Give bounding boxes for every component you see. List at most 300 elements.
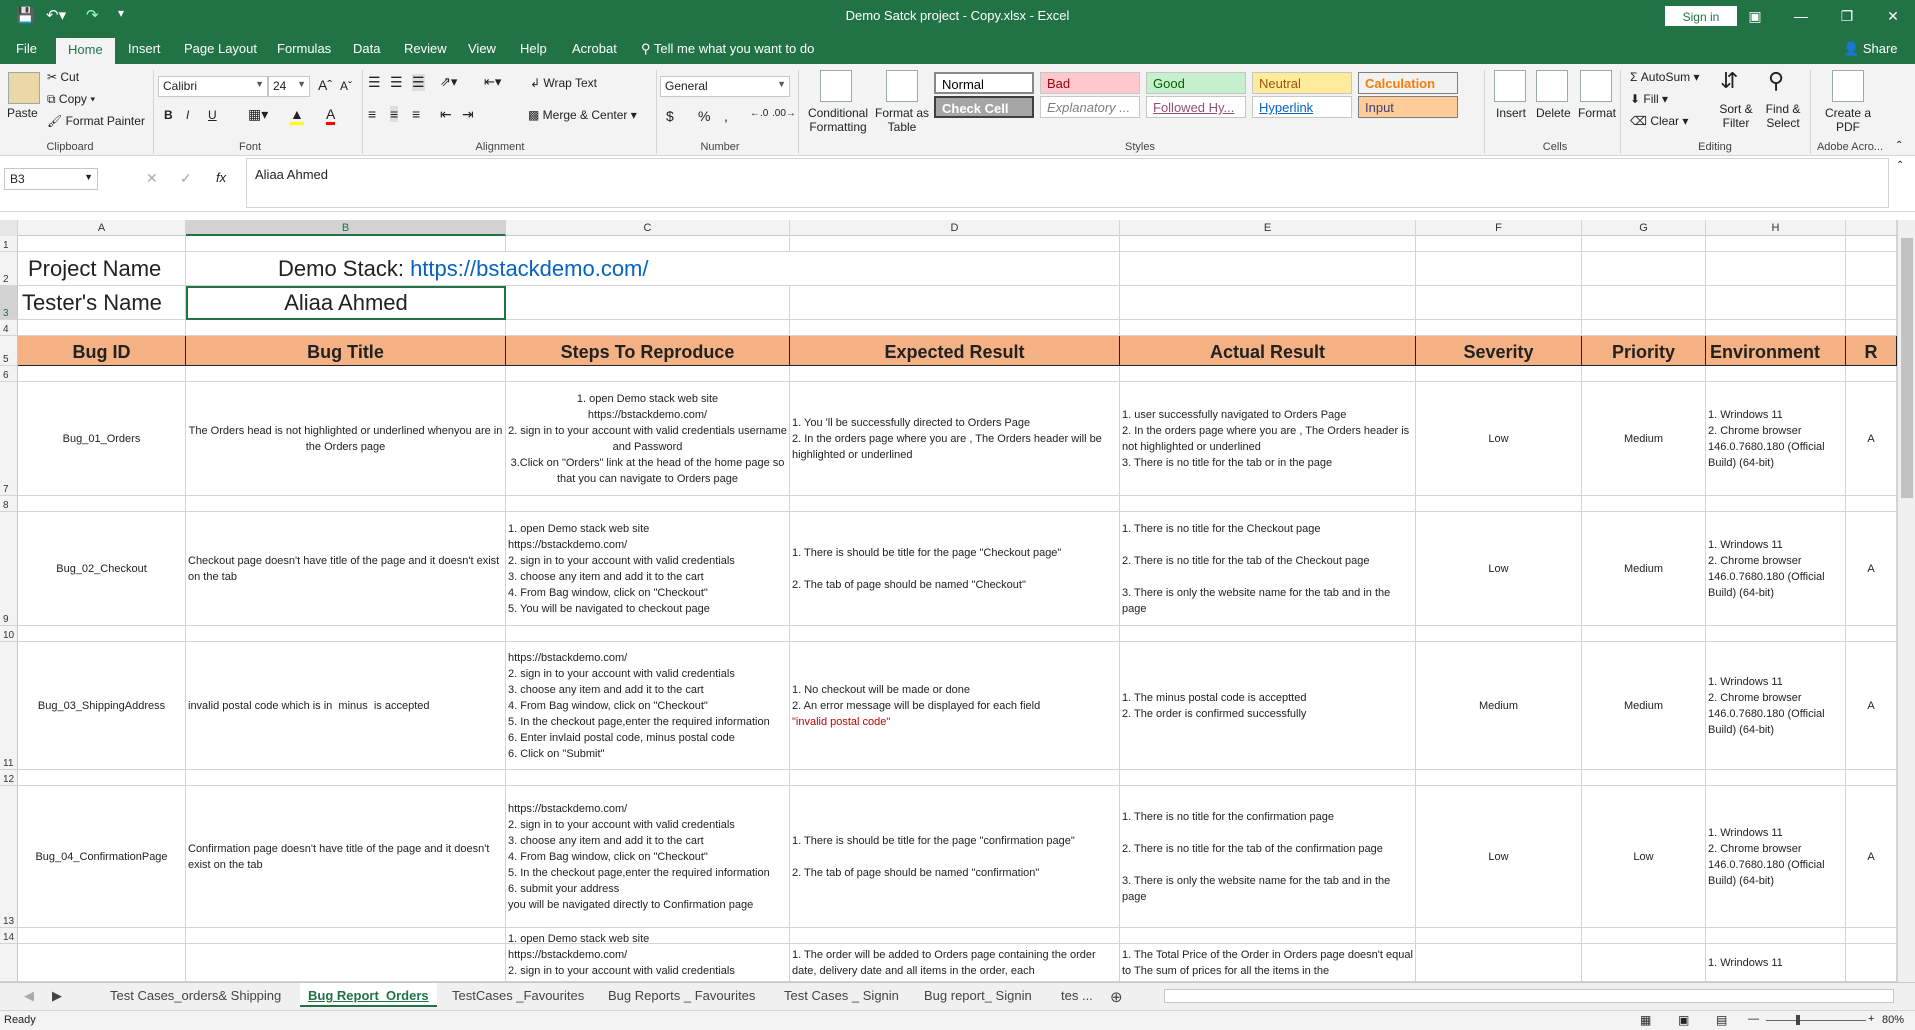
expected-cell[interactable] [790,382,1120,496]
actual-cell[interactable] [1120,382,1416,496]
header-bug-title[interactable]: Bug Title [186,336,506,366]
comma-button[interactable]: , [724,108,728,124]
copy-label: Copy [58,92,87,106]
bug-title-text: Confirmation page doesn't have title of the page and it doesn't exist on the tab [188,842,493,871]
cell[interactable] [1416,366,1582,382]
bug-title-cell[interactable] [186,786,506,928]
cell[interactable] [1416,286,1582,320]
priority-cell[interactable] [1582,786,1706,928]
tell-me-search[interactable] [641,41,814,57]
bug-title-cell[interactable] [186,512,506,626]
cell[interactable] [186,770,506,786]
cell[interactable] [790,366,1120,382]
cell[interactable] [18,320,186,336]
format-painter-button[interactable] [47,114,145,128]
cell[interactable] [790,320,1120,336]
column-header-f[interactable]: F [1416,220,1582,236]
cell[interactable] [1416,496,1582,512]
cell[interactable] [18,366,186,382]
number-group-label: Number [700,141,740,153]
row-header[interactable]: 11 [0,642,18,770]
sheet-tab[interactable]: tes ... [1061,988,1093,1003]
r-cell[interactable] [1846,944,1897,982]
cell[interactable] [1846,320,1897,336]
row-header[interactable]: 2 [0,252,18,286]
format-painter-label: Format Painter [65,114,145,128]
cell-style-hyperlink[interactable]: Hyperlink [1252,96,1352,118]
cell[interactable] [790,252,1120,286]
column-header-g[interactable]: G [1582,220,1706,236]
actual-cell[interactable] [1120,786,1416,928]
merge-center-button[interactable]: ▩ Merge & Center ▾ [528,108,637,122]
clear-button[interactable]: ⌫ Clear ▾ [1630,114,1689,128]
cell-style-explanatory[interactable]: Explanatory ... [1040,96,1140,118]
collapse-ribbon-icon[interactable]: ⌃ [1895,140,1904,151]
cell[interactable] [1416,236,1582,252]
environment-text: 1. Wrindows 11 2. Chrome browser 146.0.7680.180 (Official Build) (64-bit) [1708,408,1825,469]
zoom-level[interactable]: 80% [1882,1014,1905,1026]
page-layout-view-icon[interactable]: ▣ [1678,1013,1690,1027]
r-cell[interactable] [1846,786,1897,928]
cell[interactable] [186,928,506,944]
cell-style-normal[interactable]: Normal [934,72,1034,94]
header-actual[interactable]: Actual Result [1120,336,1416,366]
cell[interactable] [506,286,790,320]
steps-text: 1. open Demo stack web site https://bstackdemo.com/ 2. sign in to your account with valid credentials username and Password 3.Click on "Orders" link at the head of the home page so that you can navigate to Orders page [508,392,787,485]
r-cell[interactable] [1846,382,1897,496]
delete-cells-button[interactable]: Delete [1536,106,1571,120]
cancel-icon[interactable]: ✕ [146,170,158,186]
autosum-button[interactable]: Σ AutoSum ▾ [1630,70,1700,84]
decrease-indent-icon[interactable]: ⇤ [440,106,452,122]
cell[interactable] [18,928,186,944]
find-select-button[interactable]: Find & Select [1765,102,1801,130]
number-format-combo[interactable] [660,76,790,97]
indent-icon[interactable]: ⇤▾ [484,74,502,89]
percent-button[interactable]: % [698,108,711,124]
project-name-value: Demo Stack: [278,255,404,281]
cell-style-bad[interactable]: Bad [1040,72,1140,94]
vertical-scrollbar[interactable] [1897,220,1915,982]
actual-cell[interactable] [1120,944,1416,982]
cell-style-followed-hy[interactable]: Followed Hy... [1146,96,1246,118]
cell[interactable] [1846,236,1897,252]
sheet-tab[interactable]: TestCases _Favourites [452,988,585,1003]
shrink-font-icon[interactable]: Aˇ [340,79,352,93]
cells-group-label: Cells [1542,141,1568,153]
header-severity[interactable]: Severity [1416,336,1582,366]
chevron-down-icon: ▼ [255,79,264,89]
bug-id-cell[interactable] [18,382,186,496]
conditional-formatting-button[interactable]: Conditional Formatting [807,106,869,134]
cell[interactable] [186,366,506,382]
cut-button[interactable] [47,70,79,84]
tab-help[interactable]: Help [520,41,547,56]
cell[interactable] [1706,928,1846,944]
cell[interactable] [1846,252,1897,286]
severity-cell[interactable] [1416,944,1582,982]
wrap-text-button[interactable] [530,76,597,90]
enter-icon[interactable]: ✓ [180,170,192,186]
select-all-corner[interactable] [0,220,18,236]
bold-button[interactable]: B [164,108,173,122]
tab-formulas[interactable]: Formulas [277,41,332,56]
italic-button[interactable]: I [186,108,190,122]
cell[interactable] [186,236,506,252]
tab-file[interactable]: File [16,41,37,56]
sheet-tabs-bar [0,982,1915,1010]
header-bug-id[interactable]: Bug ID [18,336,186,366]
column-header-i[interactable] [1846,220,1897,236]
cell[interactable] [790,928,1120,944]
cell[interactable] [790,626,1120,642]
decrease-decimal-icon[interactable]: .00→ [772,108,796,119]
sheet-tab-active[interactable]: Bug Report_Orders [300,983,437,1007]
project-link[interactable]: https://bstackdemo.com/ [410,255,649,281]
create-pdf-button[interactable]: Create a PDF [1824,106,1872,134]
cell[interactable] [1846,928,1897,944]
cell[interactable] [1120,928,1416,944]
cell[interactable] [1582,236,1706,252]
horizontal-scrollbar[interactable] [1164,989,1894,1003]
name-box-value: B3 [10,172,25,186]
align-top-icon[interactable]: ☰ [368,74,381,90]
steps-cell[interactable] [506,382,790,496]
header-r[interactable]: R [1846,336,1897,366]
cell-style-input[interactable]: Input [1358,96,1458,118]
table-row [18,512,1897,626]
cell-style-neutral[interactable]: Neutral [1252,72,1352,94]
bug-id-cell[interactable] [18,944,186,982]
cell[interactable] [1120,286,1416,320]
expected-cell[interactable] [790,642,1120,770]
cell[interactable] [1120,320,1416,336]
severity-cell[interactable] [1416,382,1582,496]
maximize-button[interactable]: ❐ [1840,8,1854,24]
cell[interactable] [1706,320,1846,336]
environment-cell[interactable] [1706,944,1846,982]
cell[interactable] [1582,626,1706,642]
row-header[interactable]: 14 [0,928,18,944]
steps-cell[interactable] [506,512,790,626]
cell[interactable] [506,496,790,512]
environment-cell[interactable] [1706,786,1846,928]
increase-decimal-icon[interactable]: ←.0 [750,108,769,119]
cell[interactable] [1582,928,1706,944]
row-header[interactable]: 7 [0,382,18,496]
orientation-icon[interactable]: ⇗▾ [440,74,458,89]
cell[interactable] [1416,320,1582,336]
cell[interactable] [1416,252,1582,286]
align-left-icon[interactable]: ≡ [368,106,377,122]
priority-text: Low [1633,850,1654,863]
zoom-slider[interactable] [1766,1020,1866,1021]
row-header[interactable]: 10 [0,626,18,642]
cell[interactable] [1416,770,1582,786]
priority-cell[interactable] [1582,512,1706,626]
normal-view-icon[interactable]: ▦ [1640,1013,1652,1027]
font-name-combo[interactable] [158,76,268,97]
cell[interactable] [1706,496,1846,512]
cell[interactable] [1582,252,1706,286]
customize-toolbar-icon[interactable]: ▾ [118,6,125,20]
formula-bar [0,156,1915,212]
cell[interactable] [1846,496,1897,512]
font-size-combo[interactable] [268,76,310,97]
row-header[interactable]: 13 [0,786,18,928]
cell[interactable] [1120,496,1416,512]
cell-style-calculation[interactable]: Calculation [1358,72,1458,94]
project-row [18,252,1897,286]
cell[interactable] [1416,626,1582,642]
paste-icon[interactable] [8,72,40,104]
share-button[interactable] [1843,41,1898,57]
bug-id-cell[interactable] [18,512,186,626]
merge-center-label: Merge & Center [542,108,628,122]
header-steps[interactable]: Steps To Reproduce [506,336,790,366]
cell[interactable] [1846,770,1897,786]
minimize-button[interactable]: — [1794,8,1808,24]
row-header[interactable]: 3 [0,286,18,320]
column-header-c[interactable]: C [506,220,790,236]
row-header[interactable]: 1 [0,236,18,252]
actual-text: 1. There is no title for the Checkout page 2. There is no title for the tab of the Checkout page 3. There is only the website name for the tab and in the page [1122,522,1391,615]
underline-button[interactable]: U [208,108,217,122]
cell[interactable] [1706,770,1846,786]
sheet-row [18,626,1897,642]
expected-cell[interactable] [790,512,1120,626]
align-middle-icon[interactable]: ☰ [390,74,403,90]
severity-cell[interactable] [1416,642,1582,770]
cell[interactable] [1120,252,1416,286]
row-header[interactable]: 4 [0,320,18,336]
group-divider [656,70,657,154]
sheet-tab[interactable]: Bug Reports _ Favourites [608,988,756,1003]
worksheet-grid[interactable] [0,220,1915,982]
cell[interactable] [506,366,790,382]
zoom-out-icon[interactable]: — [1748,1013,1759,1025]
column-header-a[interactable]: A [18,220,186,236]
tab-acrobat[interactable]: Acrobat [572,41,617,56]
format-as-table-button[interactable]: Format as Table [874,106,929,134]
group-divider [1620,70,1621,154]
fill-color-icon[interactable]: ▲ [290,106,304,125]
steps-cell[interactable] [506,642,790,770]
tab-data[interactable]: Data [353,41,381,56]
insert-cells-button[interactable]: Insert [1496,106,1527,120]
cell[interactable] [790,236,1120,252]
actual-cell[interactable] [1120,512,1416,626]
font-group-label: Font [238,141,261,153]
priority-cell[interactable] [1582,642,1706,770]
column-header-e[interactable]: E [1120,220,1416,236]
close-button[interactable]: ✕ [1887,8,1899,24]
cell[interactable] [506,320,790,336]
cell[interactable] [1582,320,1706,336]
title-bar [0,0,1915,34]
paste-button[interactable]: Paste [7,106,38,120]
insert-function-button[interactable]: fx [216,170,227,185]
alignment-group-label: Alignment [475,141,525,153]
bug-title-text: Checkout page doesn't have title of the page and it doesn't exist on the tab [188,554,503,583]
header-environment[interactable]: Environment [1706,336,1846,366]
wrap-text-icon: ↲ [530,76,544,90]
fill-button[interactable]: ⬇ Fill ▾ [1630,92,1669,106]
row-header[interactable] [0,944,18,982]
steps-cell[interactable] [506,786,790,928]
cell[interactable] [790,286,1120,320]
cell[interactable] [1416,928,1582,944]
bug-title-cell[interactable] [186,642,506,770]
column-header-b[interactable]: B [186,220,506,236]
scroll-right-icon[interactable]: ▶ [52,988,62,1003]
actual-text: 1. The Total Price of the Order in Orders page doesn't equal to The sum of prices for all the items in the [1122,948,1416,977]
row-header[interactable]: 5 [0,336,18,366]
bug-title-text: The Orders head is not highlighted or underlined whenyou are in the Orders page [188,424,506,453]
column-header-d[interactable]: D [790,220,1120,236]
cell[interactable] [186,320,506,336]
environment-cell[interactable] [1706,642,1846,770]
cell[interactable] [506,770,790,786]
formula-input[interactable]: Aliaa Ahmed [246,158,1889,208]
cell[interactable] [1706,626,1846,642]
cell[interactable] [18,626,186,642]
steps-cell[interactable] [506,932,790,982]
cell-style-check-cell[interactable]: Check Cell [934,96,1034,118]
bug-id-text: Bug_02_Checkout [56,562,147,575]
cell[interactable] [1582,366,1706,382]
row-header[interactable]: 8 [0,496,18,512]
align-right-icon[interactable]: ≡ [412,106,421,122]
scroll-thumb[interactable] [1901,238,1913,498]
cell[interactable] [1582,770,1706,786]
save-icon[interactable]: 💾 [16,7,35,24]
ribbon-display-icon[interactable]: ▣ [1748,8,1762,24]
actual-cell[interactable] [1120,642,1416,770]
sheet-tab[interactable]: Test Cases _ Signin [784,988,899,1003]
severity-cell[interactable] [1416,512,1582,626]
expected-text: 1. There is should be title for the page "Checkout page" 2. The tab of page should be named "Checkout" [792,546,1062,591]
zoom-in-icon[interactable]: + [1868,1013,1875,1025]
cell[interactable] [18,236,186,252]
cell[interactable] [1846,626,1897,642]
cell[interactable] [1846,286,1897,320]
row-header[interactable]: 12 [0,770,18,786]
editing-group-label: Editing [1698,141,1732,153]
severity-cell[interactable] [1416,786,1582,928]
bug-id-cell[interactable] [18,642,186,770]
project-name-cell[interactable] [186,252,790,286]
tab-page-layout[interactable]: Page Layout [184,41,258,56]
priority-cell[interactable] [1582,944,1706,982]
add-sheet-icon[interactable]: ⊕ [1110,989,1123,1006]
bug-id-cell[interactable] [18,786,186,928]
cell[interactable] [186,626,506,642]
copy-button[interactable]: ⧉ Copy ▾ [47,92,96,106]
r-cell[interactable] [1846,642,1897,770]
r-text: A [1867,562,1875,575]
cell[interactable] [1706,366,1846,382]
priority-cell[interactable] [1582,382,1706,496]
cell[interactable] [18,770,186,786]
zoom-slider-thumb[interactable] [1796,1015,1800,1025]
cell[interactable] [1120,770,1416,786]
format-cells-button[interactable]: Format [1578,106,1617,120]
environment-cell[interactable] [1706,382,1846,496]
tab-insert[interactable]: Insert [128,41,161,56]
scroll-left-icon[interactable]: ◀ [24,988,34,1003]
borders-icon[interactable]: ▦▾ [248,106,269,122]
format-cells-icon [1580,70,1612,102]
cell[interactable] [186,496,506,512]
expected-cell[interactable] [790,944,1120,982]
project-name-label[interactable]: Project Name [18,252,186,286]
cell[interactable] [790,770,1120,786]
cell[interactable] [1706,236,1846,252]
currency-button[interactable]: $ [666,108,674,124]
environment-text: 1. Wrindows 11 2. Chrome browser 146.0.7680.180 (Official Build) (64-bit) [1708,675,1825,736]
sheet-tab[interactable]: Bug report_ Signin [924,988,1032,1003]
sign-in-button[interactable]: Sign in [1665,6,1737,26]
cell-style-good[interactable]: Good [1146,72,1246,94]
cell[interactable] [1582,286,1706,320]
cell[interactable] [1120,366,1416,382]
page-break-view-icon[interactable]: ▤ [1716,1013,1728,1027]
row-header[interactable]: 6 [0,366,18,382]
cell[interactable] [1120,236,1416,252]
r-cell[interactable] [1846,512,1897,626]
tab-view[interactable]: View [468,41,496,56]
delete-cells-icon [1536,70,1568,102]
actual-text: 1. user successfully navigated to Orders Page 2. In the orders page where you are , The Orders header is not highlighted or underlined 3. There is no title for the tab or in the page [1122,408,1410,469]
sort-filter-button[interactable]: Sort & Filter [1719,102,1753,130]
tab-home[interactable]: Home [56,38,115,64]
environment-cell[interactable] [1706,512,1846,626]
cell[interactable] [18,496,186,512]
bug-title-cell[interactable] [186,382,506,496]
header-expected[interactable]: Expected Result [790,336,1120,366]
column-header-h[interactable]: H [1706,220,1846,236]
name-box[interactable] [4,168,98,190]
align-center-icon[interactable]: ≡ [390,106,399,122]
align-bottom-icon[interactable]: ☰ [412,74,425,90]
tester-name-cell-selected[interactable]: Aliaa Ahmed [186,286,506,320]
cell[interactable] [1582,496,1706,512]
environment-text: 1. Wrindows 11 2. Chrome browser 146.0.7680.180 (Official Build) (64-bit) [1708,826,1825,887]
header-priority[interactable]: Priority [1582,336,1706,366]
cell[interactable] [1706,286,1846,320]
tester-name-label[interactable]: Tester's Name [18,286,186,320]
redo-icon[interactable]: ↷ [86,7,99,24]
row-header[interactable]: 9 [0,512,18,626]
bug-title-cell[interactable] [186,944,506,982]
cell[interactable] [1706,252,1846,286]
tab-review[interactable]: Review [404,41,447,56]
cell[interactable] [1120,626,1416,642]
cell[interactable] [790,496,1120,512]
sheet-tab[interactable]: Test Cases_orders& Shipping [110,988,282,1003]
cell[interactable] [506,236,790,252]
expected-error-text: "invalid postal code" [792,715,891,728]
font-color-icon[interactable]: A [326,106,335,125]
cell[interactable] [1846,366,1897,382]
grow-font-icon[interactable]: Aˆ [318,77,332,93]
increase-indent-icon[interactable]: ⇥ [462,106,474,122]
cell[interactable] [506,626,790,642]
collapse-formula-icon[interactable]: ⌃ [1896,160,1905,171]
expected-cell[interactable] [790,786,1120,928]
undo-icon[interactable]: ↶▾ [46,7,67,24]
